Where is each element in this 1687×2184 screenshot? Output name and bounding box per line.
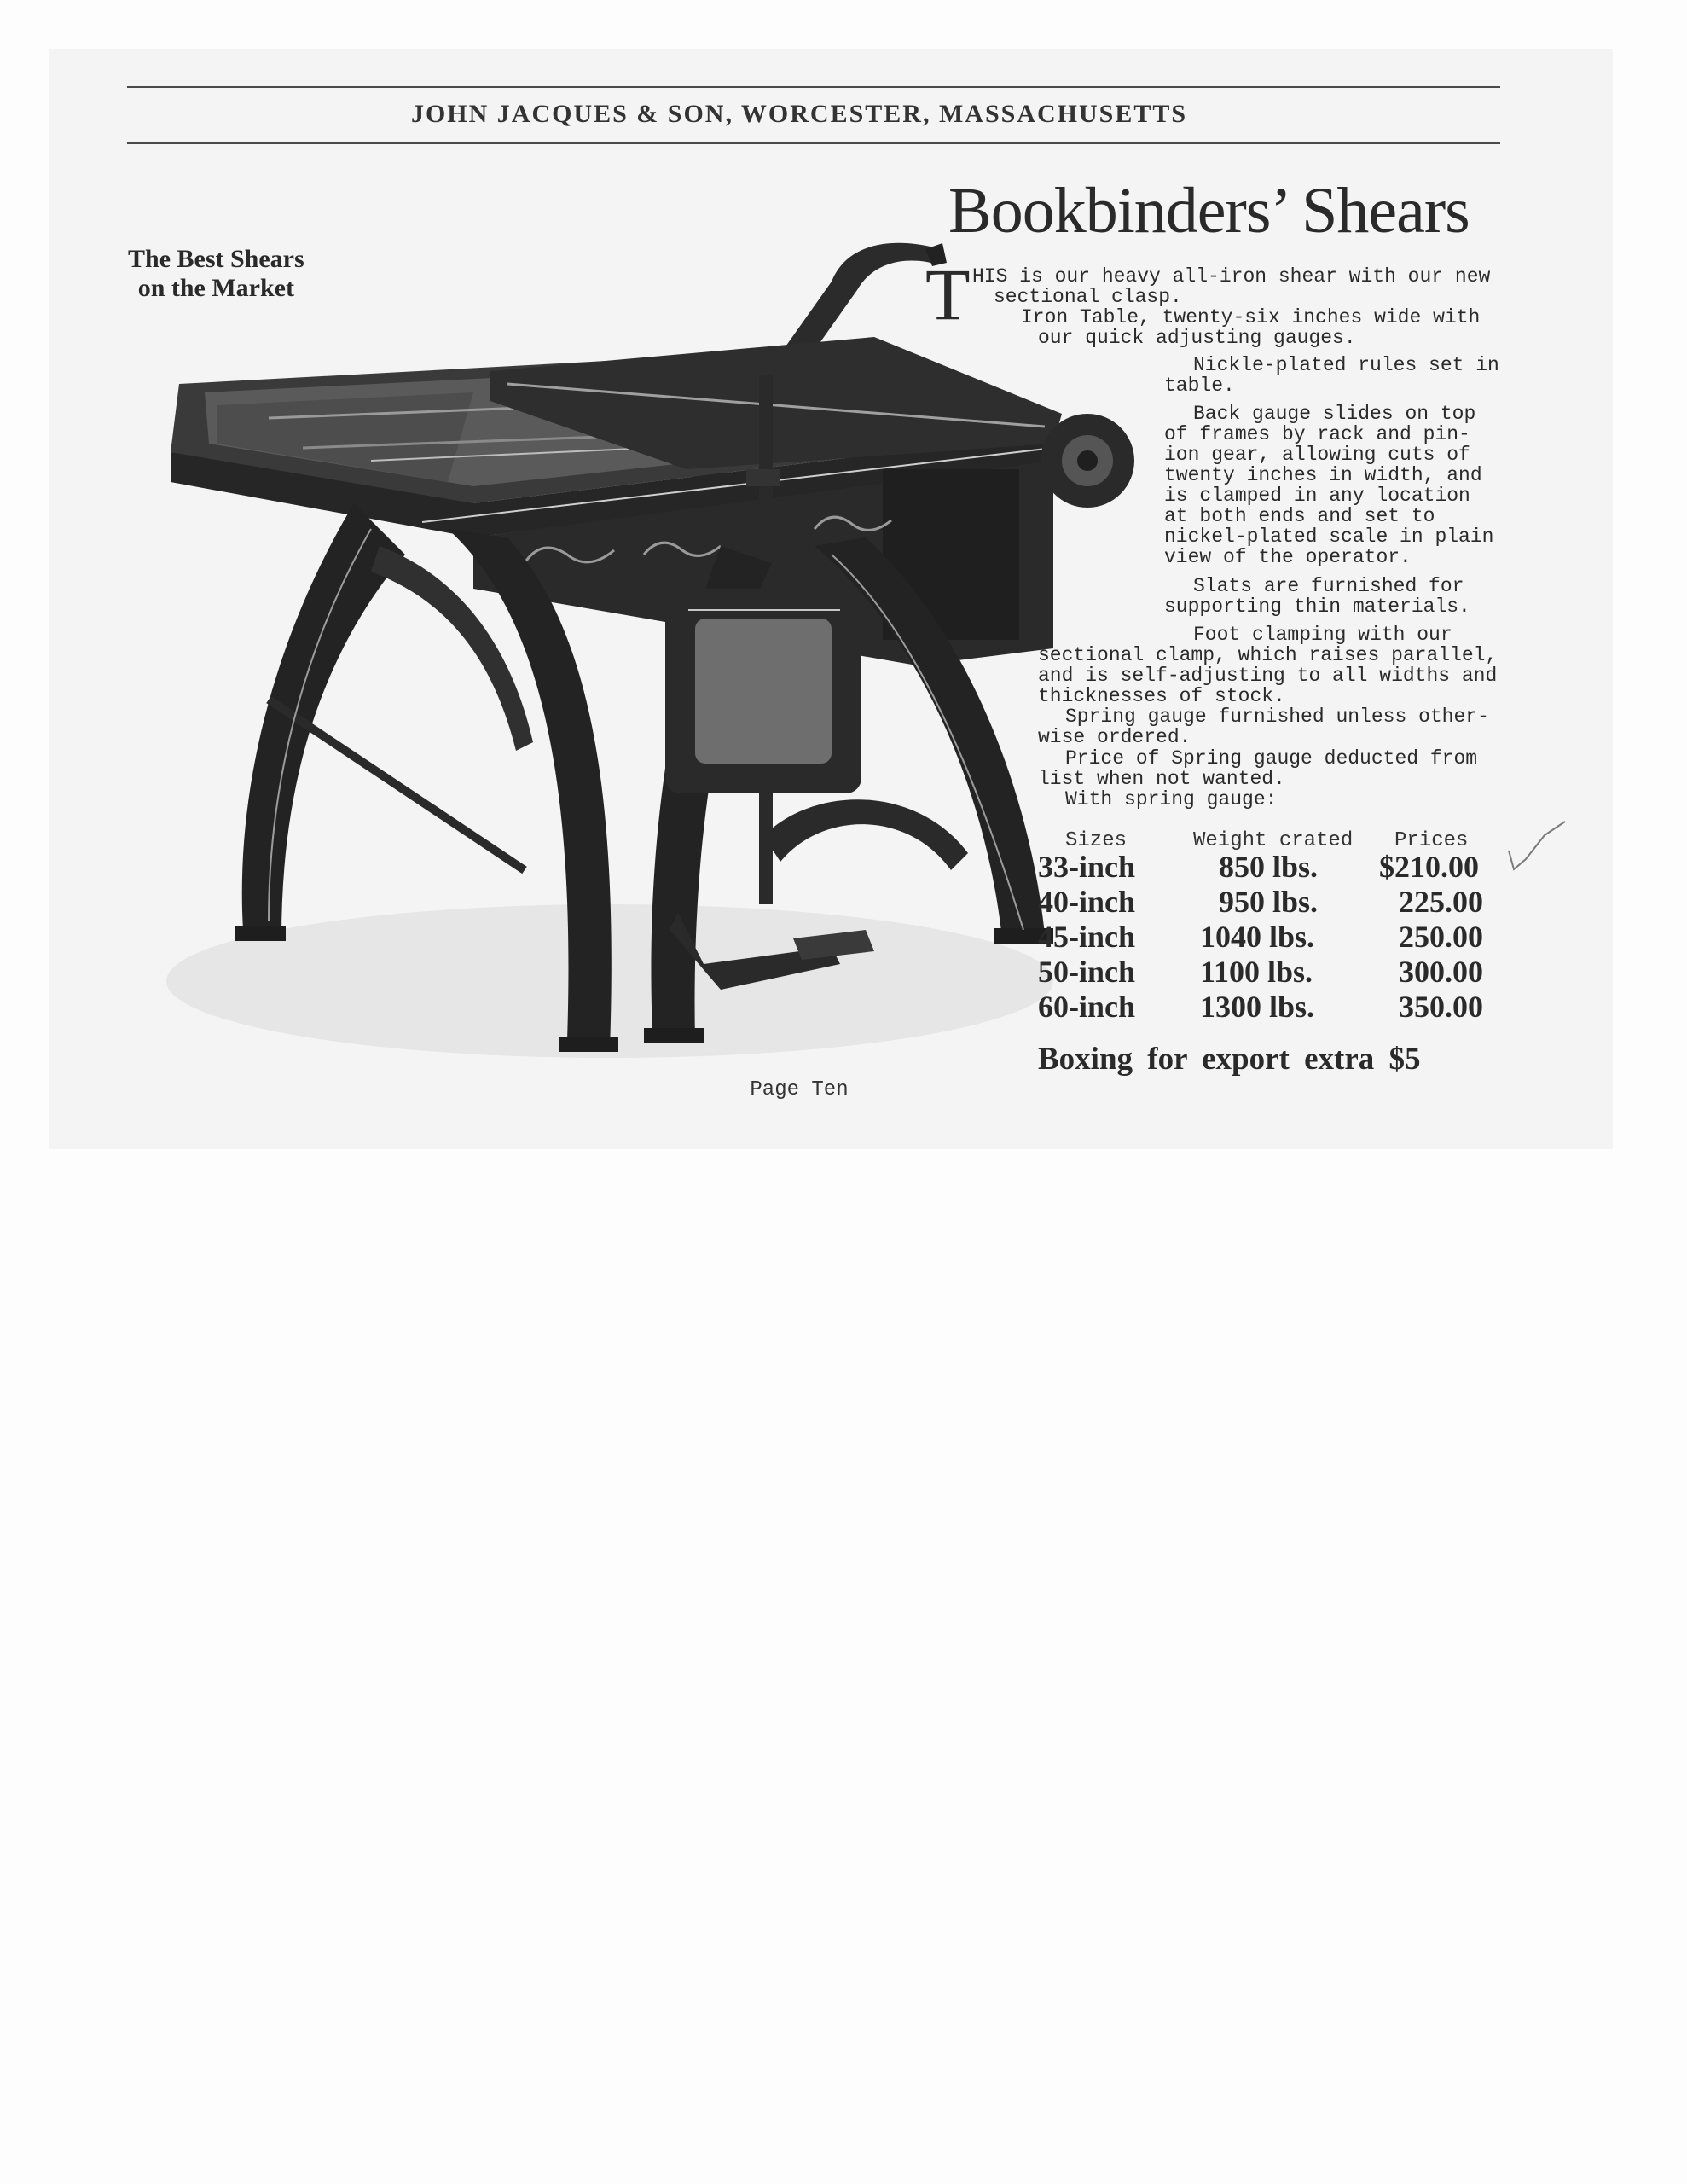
table-row-price: 225.00 <box>1399 885 1483 919</box>
col-header-weight: Weight crated <box>1193 829 1354 852</box>
table-row-price: 300.00 <box>1399 955 1483 989</box>
table-row-size: 45-inch <box>1038 920 1136 954</box>
foot-clamp-line-3: and is self-adjusting to all widths and <box>1038 665 1498 687</box>
back-gauge-line-5: is clamped in any location <box>1164 485 1470 507</box>
back-gauge-line-7: nickel-plated scale in plain <box>1164 526 1494 548</box>
catalog-header: JOHN JACQUES & SON, WORCESTER, MASSACHUSETTS <box>410 100 1188 128</box>
table-row-weight: 1040 lbs. <box>1200 920 1315 954</box>
rules-line-1: Nickle-plated rules set in <box>1193 354 1499 376</box>
intro-line-1: HIS is our heavy all-iron shear with our new <box>972 265 1491 288</box>
back-gauge-line-2: of frames by rack and pin- <box>1164 423 1470 445</box>
back-gauge-line-1: Back gauge slides on top <box>1193 403 1476 425</box>
foot-clamp-line-2: sectional clamp, which raises parallel, <box>1038 644 1498 666</box>
back-gauge-line-4: twenty inches in width, and <box>1164 464 1482 486</box>
foot-clamp-line-1: Foot clamping with our <box>1193 624 1452 646</box>
slats-line-2: supporting thin materials. <box>1164 595 1470 618</box>
col-header-sizes: Sizes <box>1065 829 1128 852</box>
drop-cap: T <box>925 253 971 335</box>
page-number: Page Ten <box>750 1078 849 1101</box>
table-row-price: 350.00 <box>1399 990 1483 1024</box>
boxing-note: Boxing for export extra $5 <box>1038 1042 1421 1077</box>
table-row-weight: 850 lbs. <box>1219 850 1319 884</box>
aside-tagline: The Best Shears on the Market <box>128 245 304 302</box>
iron-table-line-1: Iron Table, twenty-six inches wide with <box>1021 306 1481 328</box>
table-row-size: 50-inch <box>1038 955 1136 989</box>
table-row-weight: 1300 lbs. <box>1200 990 1315 1024</box>
back-gauge-line-8: view of the operator. <box>1164 546 1412 568</box>
rules-line-2: table. <box>1164 375 1235 397</box>
table-row-weight: 1100 lbs. <box>1200 955 1313 989</box>
back-gauge-line-6: at both ends and set to <box>1164 505 1435 527</box>
foot-clamp-line-4: thicknesses of stock. <box>1038 685 1285 707</box>
col-header-prices: Prices <box>1394 829 1469 852</box>
back-gauge-line-3: ion gear, allowing cuts of <box>1164 444 1470 466</box>
spring-gauge-line-1: Spring gauge furnished unless other- <box>1065 706 1489 728</box>
table-row-size: 33-inch <box>1038 850 1136 884</box>
scanned-page <box>49 49 1613 1149</box>
table-row-price: $210.00 <box>1379 850 1479 884</box>
price-note-line-1: Price of Spring gauge deducted from <box>1065 747 1478 770</box>
table-row-weight: 950 lbs. <box>1219 885 1319 919</box>
iron-table-line-2: our quick adjusting gauges. <box>1038 327 1356 349</box>
page-title: Bookbinders’ Shears <box>948 175 1470 247</box>
spring-gauge-line-2: wise ordered. <box>1038 726 1191 748</box>
intro-line-2: sectional clasp. <box>994 286 1182 308</box>
top-rule-upper <box>127 86 1500 88</box>
pencil-checkmark-icon <box>1505 816 1574 876</box>
table-row-price: 250.00 <box>1399 920 1483 954</box>
table-row-size: 40-inch <box>1038 885 1136 919</box>
top-rule-lower <box>127 142 1500 144</box>
price-note-line-2: list when not wanted. <box>1038 768 1285 790</box>
with-spring-gauge-label: With spring gauge: <box>1065 788 1278 810</box>
slats-line-1: Slats are furnished for <box>1193 575 1464 597</box>
table-row-size: 60-inch <box>1038 990 1136 1024</box>
